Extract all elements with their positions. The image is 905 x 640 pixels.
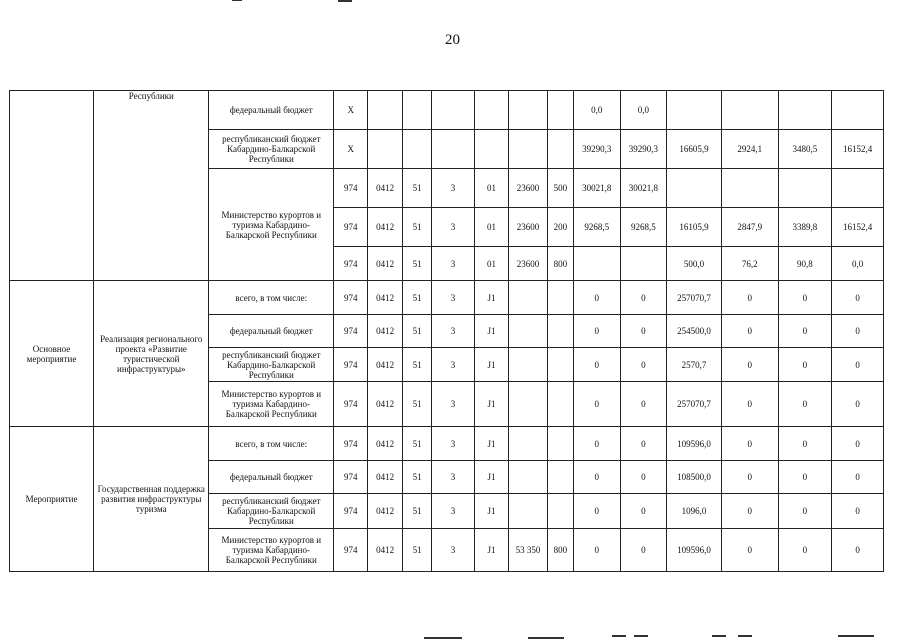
scan-artifact <box>232 0 242 1</box>
value-cell <box>832 169 884 208</box>
value-cell: 0 <box>832 348 884 382</box>
csr-cell <box>509 461 547 494</box>
csr-cell <box>509 281 547 315</box>
value-cell: 0 <box>778 494 832 529</box>
vr-cell <box>547 461 573 494</box>
value-cell: 3389,8 <box>778 208 832 247</box>
vr-cell: 800 <box>547 529 573 572</box>
status-cell: Мероприятие <box>10 427 94 572</box>
source-cell: всего, в том числе: <box>209 281 334 315</box>
csr-cell: 51 <box>402 315 431 348</box>
value-cell: 0 <box>778 461 832 494</box>
vr-cell <box>547 382 573 427</box>
csr-cell: 3 <box>432 281 475 315</box>
source-cell: Министерство курортов и туризма Кабардино-Балкарской Республики <box>209 529 334 572</box>
value-cell: 109596,0 <box>667 427 722 461</box>
csr-cell <box>509 494 547 529</box>
grbs-cell: 974 <box>334 169 368 208</box>
scan-artifact <box>634 635 648 637</box>
csr-cell <box>474 91 508 130</box>
grbs-cell: Х <box>334 130 368 169</box>
grbs-cell: Х <box>334 91 368 130</box>
grbs-cell: 974 <box>334 208 368 247</box>
event-name-cell: Республики <box>94 91 209 281</box>
csr-cell: 3 <box>432 494 475 529</box>
table-row <box>10 91 884 130</box>
value-cell: 30021,8 <box>620 169 667 208</box>
status-cell: Основное мероприятие <box>10 281 94 427</box>
scan-artifact <box>338 0 352 2</box>
source-cell: Министерство курортов и туризма Кабардино-Балкарской Республики <box>209 382 334 427</box>
vr-cell <box>547 348 573 382</box>
csr-cell: 51 <box>402 169 431 208</box>
csr-cell <box>509 315 547 348</box>
csr-cell: J1 <box>474 348 508 382</box>
value-cell: 30021,8 <box>574 169 621 208</box>
source-cell: республиканский бюджет Кабардино-Балкарской Республики <box>209 348 334 382</box>
value-cell <box>721 169 778 208</box>
vr-cell <box>547 281 573 315</box>
value-cell: 0 <box>574 382 621 427</box>
value-cell <box>778 169 832 208</box>
value-cell: 0,0 <box>620 91 667 130</box>
source-cell: республиканский бюджет Кабардино-Балкарской Республики <box>209 130 334 169</box>
csr-cell <box>432 91 475 130</box>
value-cell: 0 <box>721 315 778 348</box>
grbs-cell: 974 <box>334 461 368 494</box>
value-cell: 0 <box>832 529 884 572</box>
value-cell <box>574 247 621 281</box>
vr-cell <box>547 130 573 169</box>
value-cell: 0 <box>620 315 667 348</box>
csr-cell: 53 350 <box>509 529 547 572</box>
csr-cell <box>432 130 475 169</box>
value-cell: 0 <box>620 461 667 494</box>
rzpr-cell: 0412 <box>368 208 402 247</box>
table-row <box>10 281 884 315</box>
grbs-cell: 974 <box>334 529 368 572</box>
value-cell: 0 <box>574 281 621 315</box>
csr-cell: 23600 <box>509 208 547 247</box>
csr-cell: J1 <box>474 494 508 529</box>
csr-cell: 51 <box>402 348 431 382</box>
value-cell <box>620 247 667 281</box>
csr-cell <box>402 91 431 130</box>
rzpr-cell: 0412 <box>368 247 402 281</box>
value-cell <box>778 91 832 130</box>
vr-cell <box>547 91 573 130</box>
csr-cell: 51 <box>402 494 431 529</box>
scan-artifact <box>424 637 462 639</box>
value-cell: 0 <box>620 382 667 427</box>
value-cell: 257070,7 <box>667 382 722 427</box>
value-cell: 9268,5 <box>574 208 621 247</box>
csr-cell <box>509 348 547 382</box>
rzpr-cell: 0412 <box>368 529 402 572</box>
value-cell: 0 <box>721 461 778 494</box>
value-cell: 0 <box>778 281 832 315</box>
csr-cell: 3 <box>432 427 475 461</box>
scan-artifact <box>612 635 626 637</box>
value-cell: 0 <box>574 315 621 348</box>
csr-cell <box>509 382 547 427</box>
csr-cell: 51 <box>402 247 431 281</box>
csr-cell: J1 <box>474 529 508 572</box>
csr-cell <box>509 130 547 169</box>
value-cell: 16605,9 <box>667 130 722 169</box>
value-cell: 16105,9 <box>667 208 722 247</box>
value-cell: 0 <box>721 529 778 572</box>
csr-cell: 51 <box>402 382 431 427</box>
scan-artifact <box>712 635 726 637</box>
value-cell: 0 <box>721 382 778 427</box>
rzpr-cell: 0412 <box>368 382 402 427</box>
value-cell: 39290,3 <box>620 130 667 169</box>
value-cell <box>721 91 778 130</box>
value-cell: 257070,7 <box>667 281 722 315</box>
value-cell: 0 <box>620 281 667 315</box>
value-cell: 0 <box>620 529 667 572</box>
grbs-cell: 974 <box>334 427 368 461</box>
vr-cell <box>547 494 573 529</box>
scan-artifact <box>528 637 564 639</box>
csr-cell <box>509 427 547 461</box>
csr-cell: 23600 <box>509 247 547 281</box>
event-name-cell: Реализация регионального проекта «Развитие туристической инфраструктуры» <box>94 281 209 427</box>
rzpr-cell: 0412 <box>368 281 402 315</box>
csr-cell: 51 <box>402 461 431 494</box>
value-cell <box>832 91 884 130</box>
csr-cell: J1 <box>474 427 508 461</box>
csr-cell <box>474 130 508 169</box>
grbs-cell: 974 <box>334 281 368 315</box>
value-cell: 0,0 <box>574 91 621 130</box>
value-cell: 0 <box>832 461 884 494</box>
value-cell: 254500,0 <box>667 315 722 348</box>
value-cell: 0 <box>620 494 667 529</box>
value-cell: 108500,0 <box>667 461 722 494</box>
rzpr-cell <box>368 130 402 169</box>
csr-cell: J1 <box>474 382 508 427</box>
value-cell: 0 <box>778 315 832 348</box>
rzpr-cell <box>368 91 402 130</box>
value-cell: 9268,5 <box>620 208 667 247</box>
value-cell: 0 <box>620 348 667 382</box>
csr-cell: 51 <box>402 427 431 461</box>
value-cell: 0 <box>574 348 621 382</box>
rzpr-cell: 0412 <box>368 348 402 382</box>
vr-cell: 800 <box>547 247 573 281</box>
value-cell: 0 <box>574 494 621 529</box>
budget-table <box>9 90 884 572</box>
value-cell: 0 <box>832 382 884 427</box>
value-cell: 2847,9 <box>721 208 778 247</box>
value-cell: 0 <box>778 427 832 461</box>
value-cell: 0 <box>832 281 884 315</box>
source-cell: федеральный бюджет <box>209 461 334 494</box>
csr-cell: 23600 <box>509 169 547 208</box>
source-cell: всего, в том числе: <box>209 427 334 461</box>
source-cell: федеральный бюджет <box>209 91 334 130</box>
csr-cell: 51 <box>402 208 431 247</box>
value-cell: 109596,0 <box>667 529 722 572</box>
source-cell: федеральный бюджет <box>209 315 334 348</box>
value-cell: 0,0 <box>832 247 884 281</box>
value-cell: 16152,4 <box>832 208 884 247</box>
source-cell: республиканский бюджет Кабардино-Балкарской Республики <box>209 494 334 529</box>
value-cell: 76,2 <box>721 247 778 281</box>
value-cell: 16152,4 <box>832 130 884 169</box>
value-cell: 0 <box>620 427 667 461</box>
csr-cell: 01 <box>474 208 508 247</box>
csr-cell: 3 <box>432 169 475 208</box>
status-cell <box>10 91 94 281</box>
value-cell: 39290,3 <box>574 130 621 169</box>
csr-cell: 3 <box>432 461 475 494</box>
rzpr-cell: 0412 <box>368 494 402 529</box>
value-cell: 0 <box>832 494 884 529</box>
csr-cell: 3 <box>432 382 475 427</box>
scan-artifact <box>838 635 874 637</box>
csr-cell: J1 <box>474 461 508 494</box>
rzpr-cell: 0412 <box>368 169 402 208</box>
value-cell <box>667 169 722 208</box>
rzpr-cell: 0412 <box>368 461 402 494</box>
value-cell: 2924,1 <box>721 130 778 169</box>
csr-cell: 01 <box>474 247 508 281</box>
value-cell: 1096,0 <box>667 494 722 529</box>
csr-cell <box>402 130 431 169</box>
grbs-cell: 974 <box>334 348 368 382</box>
vr-cell <box>547 315 573 348</box>
value-cell: 0 <box>721 281 778 315</box>
value-cell: 0 <box>721 427 778 461</box>
source-cell: Министерство курортов и туризма Кабардино-Балкарской Республики <box>209 169 334 281</box>
csr-cell: J1 <box>474 315 508 348</box>
value-cell: 0 <box>721 494 778 529</box>
csr-cell <box>509 91 547 130</box>
vr-cell <box>547 427 573 461</box>
grbs-cell: 974 <box>334 315 368 348</box>
page-number: 20 <box>445 32 460 48</box>
value-cell: 2570,7 <box>667 348 722 382</box>
value-cell <box>667 91 722 130</box>
value-cell: 3480,5 <box>778 130 832 169</box>
value-cell: 0 <box>574 529 621 572</box>
value-cell: 0 <box>574 461 621 494</box>
vr-cell: 500 <box>547 169 573 208</box>
value-cell: 500,0 <box>667 247 722 281</box>
event-name-cell: Государственная поддержка развития инфраструктуры туризма <box>94 427 209 572</box>
value-cell: 0 <box>574 427 621 461</box>
value-cell: 0 <box>721 348 778 382</box>
rzpr-cell: 0412 <box>368 315 402 348</box>
csr-cell: 01 <box>474 169 508 208</box>
value-cell: 0 <box>778 529 832 572</box>
csr-cell: 3 <box>432 348 475 382</box>
value-cell: 0 <box>832 315 884 348</box>
csr-cell: J1 <box>474 281 508 315</box>
grbs-cell: 974 <box>334 247 368 281</box>
csr-cell: 3 <box>432 247 475 281</box>
value-cell: 0 <box>832 427 884 461</box>
vr-cell: 200 <box>547 208 573 247</box>
csr-cell: 3 <box>432 529 475 572</box>
value-cell: 90,8 <box>778 247 832 281</box>
csr-cell: 51 <box>402 529 431 572</box>
value-cell: 0 <box>778 348 832 382</box>
csr-cell: 3 <box>432 315 475 348</box>
grbs-cell: 974 <box>334 382 368 427</box>
grbs-cell: 974 <box>334 494 368 529</box>
table-row <box>10 427 884 461</box>
value-cell: 0 <box>778 382 832 427</box>
rzpr-cell: 0412 <box>368 427 402 461</box>
csr-cell: 51 <box>402 281 431 315</box>
scan-artifact <box>738 635 752 637</box>
csr-cell: 3 <box>432 208 475 247</box>
